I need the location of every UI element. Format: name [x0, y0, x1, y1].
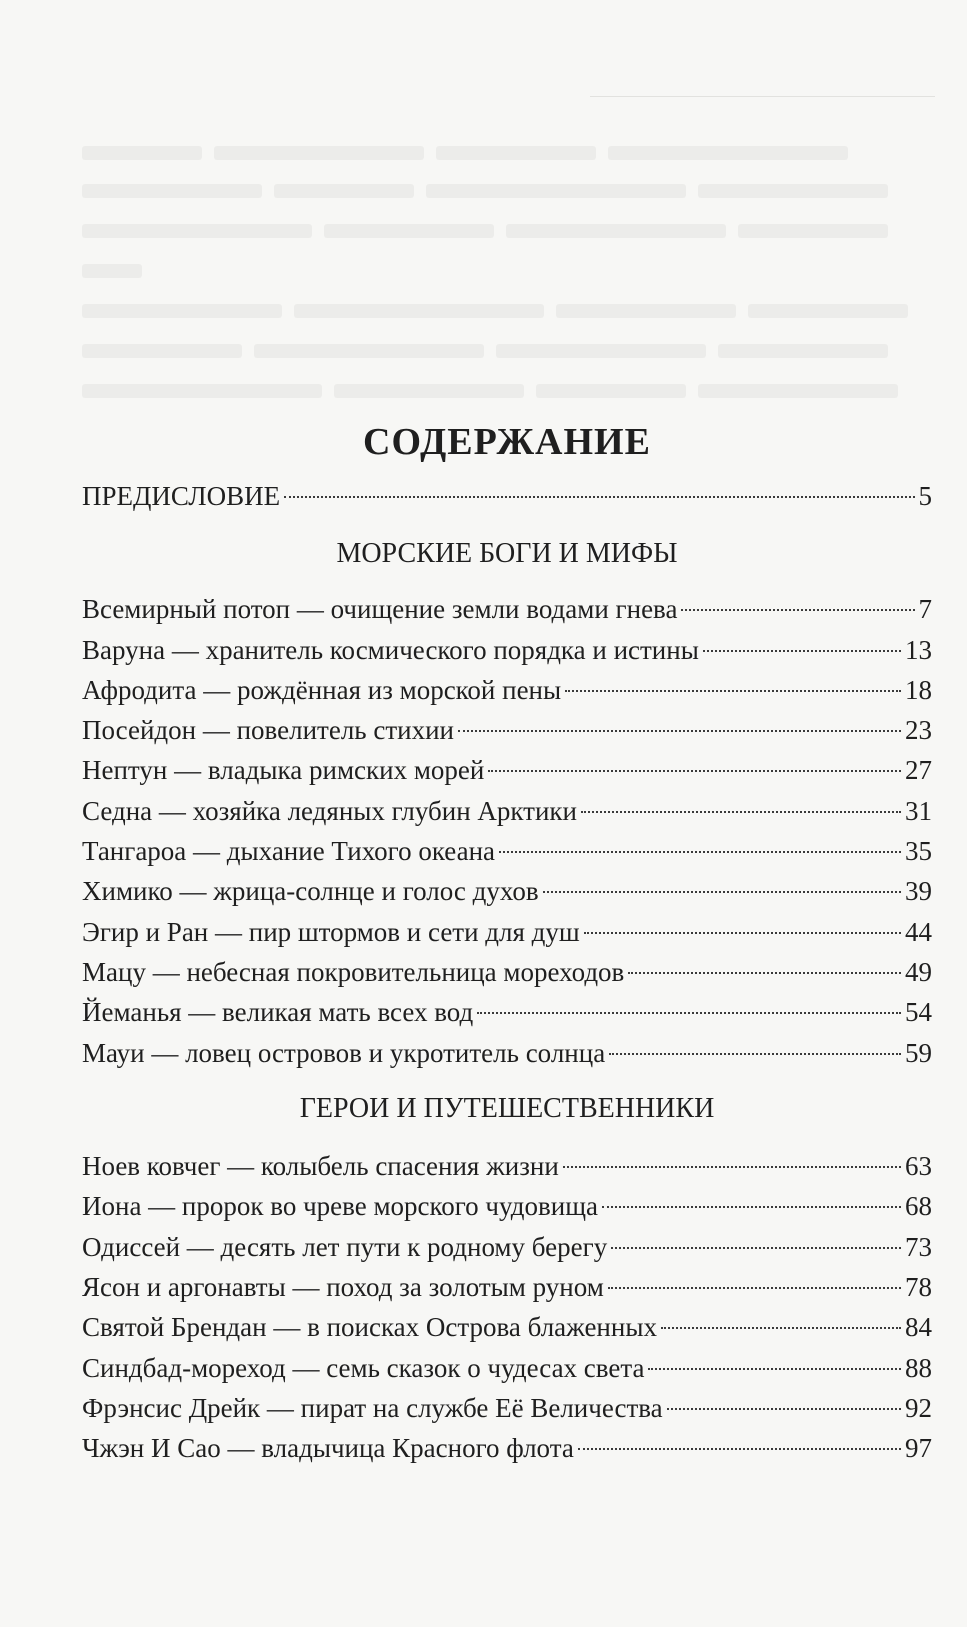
- dot-leader: [667, 1408, 901, 1410]
- dot-leader: [609, 1053, 901, 1055]
- toc-entry-page: 73: [905, 1232, 932, 1262]
- toc-entry-label: Химико — жрица-солнце и голос духов: [82, 876, 539, 906]
- toc-entry-page: 27: [905, 755, 932, 785]
- toc-entry[interactable]: [82, 833, 932, 869]
- toc-entry-page: 7: [918, 594, 932, 624]
- dot-leader: [681, 609, 914, 611]
- toc-entry-page: 31: [905, 796, 932, 826]
- toc-entry-page: 78: [905, 1272, 932, 1302]
- toc-entry-label: Чжэн И Сао — владычица Красного флота: [82, 1433, 574, 1463]
- toc-entry-page: 23: [905, 715, 932, 745]
- toc-entry[interactable]: [82, 1309, 932, 1345]
- dot-leader: [628, 972, 901, 974]
- toc-entry[interactable]: [82, 672, 932, 708]
- bleed-through-text: [0, 0, 967, 620]
- toc-entry-page: 54: [905, 997, 932, 1027]
- toc-entry-label: Ноев ковчег — колыбель спасения жизни: [82, 1151, 559, 1181]
- dot-leader: [543, 891, 901, 893]
- dot-leader: [602, 1206, 901, 1208]
- toc-entry-page: 18: [905, 675, 932, 705]
- toc-entry-page: 88: [905, 1353, 932, 1383]
- dot-leader: [581, 811, 901, 813]
- toc-entry-page: 92: [905, 1393, 932, 1423]
- toc-entry-page: 63: [905, 1151, 932, 1181]
- toc-entry-label: Афродита — рождённая из морской пены: [82, 675, 562, 705]
- toc-entry-label: Мацу — небесная покровительница мореходов: [82, 957, 625, 987]
- toc-entry-page: 39: [905, 876, 932, 906]
- toc-entry-page: 49: [905, 957, 932, 987]
- toc-entry-label: Одиссей — десять лет пути к родному берегу: [82, 1232, 608, 1262]
- dot-leader: [584, 932, 901, 934]
- toc-entry-page: 13: [905, 635, 932, 665]
- section-heading: МОРСКИЕ БОГИ И МИФЫ: [336, 538, 678, 569]
- dot-leader: [565, 690, 901, 692]
- toc-entry[interactable]: [82, 793, 932, 829]
- toc-entry[interactable]: [82, 1035, 932, 1071]
- dot-leader: [488, 770, 901, 772]
- toc-entry-label: Седна — хозяйка ледяных глубин Арктики: [82, 796, 577, 826]
- toc-entry[interactable]: [82, 1269, 932, 1305]
- toc-entry-label: Ясон и аргонавты — поход за золотым руном: [82, 1272, 604, 1302]
- toc-entry-label: Йеманья — великая мать всех вод: [82, 997, 474, 1027]
- toc-entry-label: Всемирный потоп — очищение земли водами гнева: [82, 594, 678, 624]
- toc-entry-page: 68: [905, 1191, 932, 1221]
- toc-entry-label: Эгир и Ран — пир штормов и сети для душ: [82, 917, 580, 947]
- toc-entry-page: 5: [918, 481, 932, 511]
- dot-leader: [608, 1287, 901, 1289]
- toc-entry-label: ПРЕДИСЛОВИЕ: [82, 481, 281, 511]
- toc-entry-label: Посейдон — повелитель стихии: [82, 715, 455, 745]
- toc-entry-page: 97: [905, 1433, 932, 1463]
- toc-entry[interactable]: [82, 994, 932, 1030]
- toc-entry-label: Мауи — ловец островов и укротитель солнца: [82, 1038, 606, 1068]
- toc-entry-page: 35: [905, 836, 932, 866]
- toc-entry-label: Тангароа — дыхание Тихого океана: [82, 836, 496, 866]
- dot-leader: [563, 1166, 901, 1168]
- dot-leader: [578, 1448, 901, 1450]
- section-heading: ГЕРОИ И ПУТЕШЕСТВЕННИКИ: [299, 1093, 715, 1124]
- toc-entry[interactable]: [82, 1430, 932, 1466]
- dot-leader: [648, 1368, 901, 1370]
- toc-entry-preface[interactable]: [82, 478, 932, 514]
- toc-entry[interactable]: [82, 632, 932, 668]
- dot-leader: [661, 1327, 901, 1329]
- toc-entry-page: 84: [905, 1312, 932, 1342]
- toc-entry-label: Нептун — владыка римских морей: [82, 755, 485, 785]
- toc-entry[interactable]: [82, 1229, 932, 1265]
- dot-leader: [284, 496, 914, 498]
- toc-entry[interactable]: [82, 752, 932, 788]
- dot-leader: [458, 730, 901, 732]
- toc-entry-label: Иона — пророк во чреве морского чудовища: [82, 1191, 599, 1221]
- toc-entry[interactable]: [82, 1390, 932, 1426]
- dot-leader: [611, 1247, 901, 1249]
- running-header-rule: [590, 96, 935, 97]
- toc-entry[interactable]: [82, 712, 932, 748]
- dot-leader: [477, 1012, 901, 1014]
- dot-leader: [703, 650, 901, 652]
- toc-entry[interactable]: [82, 914, 932, 950]
- toc-title: СОДЕРЖАНИЕ: [363, 421, 651, 463]
- toc-entry[interactable]: [82, 873, 932, 909]
- toc-entry[interactable]: [82, 1188, 932, 1224]
- toc-entry[interactable]: [82, 954, 932, 990]
- dot-leader: [499, 851, 901, 853]
- toc-entry[interactable]: [82, 1148, 932, 1184]
- toc-entry-label: Фрэнсис Дрейк — пират на службе Её Величества: [82, 1393, 663, 1423]
- toc-entry-page: 44: [905, 917, 932, 947]
- toc-entry-label: Варуна — хранитель космического порядка и истины: [82, 635, 699, 665]
- toc-entry-page: 59: [905, 1038, 932, 1068]
- toc-entry[interactable]: [82, 591, 932, 627]
- toc-entry[interactable]: [82, 1350, 932, 1386]
- toc-entry-label: Синдбад-мореход — семь сказок о чудесах света: [82, 1353, 645, 1383]
- toc-entry-label: Святой Брендан — в поисках Острова блаженных: [82, 1312, 657, 1342]
